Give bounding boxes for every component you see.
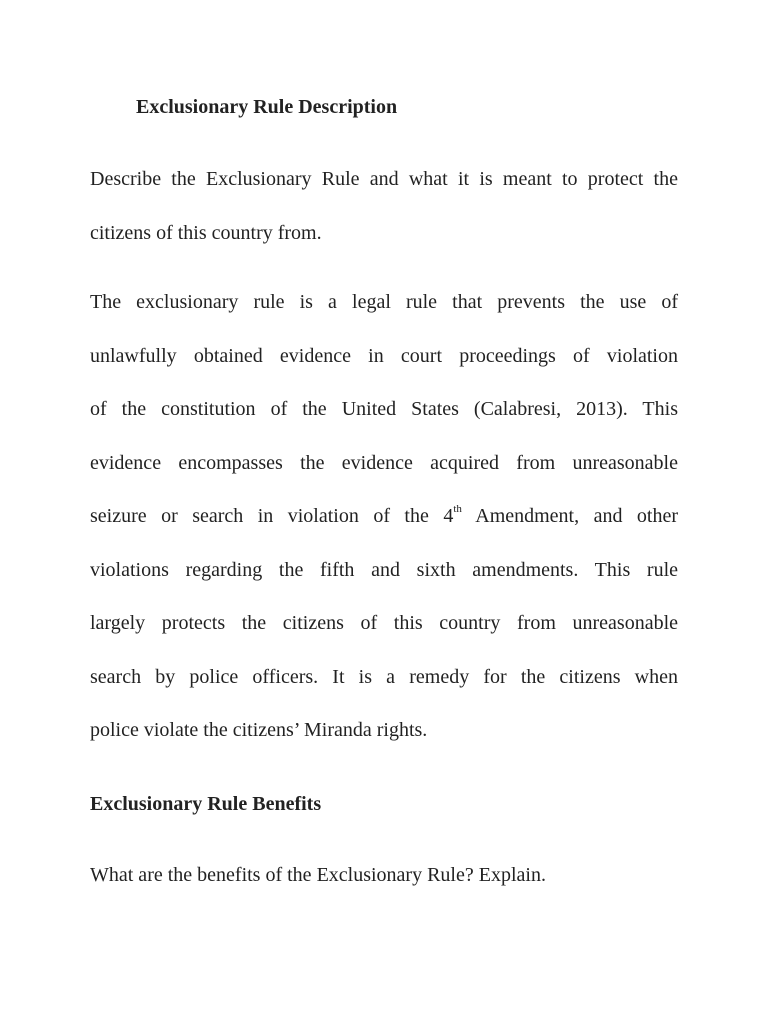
answer-paragraph [90, 276, 678, 758]
answer-line: unlawfully obtained evidence in court proceedings of violation [90, 344, 678, 367]
answer-line: search by police officers. It is a remedy for the citizens when [90, 665, 678, 688]
answer-line: The exclusionary rule is a legal rule that prevents the use of [90, 291, 678, 313]
question-description: Describe the Exclusionary Rule and what it is meant to protect the citizens of this country from. [90, 168, 678, 244]
answer-line-amendment [90, 490, 678, 544]
answer-line: evidence encompasses the evidence acquired from unreasonable [90, 451, 678, 474]
answer-line: violations regarding the fifth and sixth amendments. This rule [90, 558, 678, 581]
section-heading-benefits: Exclusionary Rule Benefits [90, 793, 322, 815]
answer-line: largely protects the citizens of this country from unreasonable [90, 612, 678, 634]
answer-line: police violate the citizens’ Miranda rights. [90, 719, 428, 741]
amendment-text-after: Amendment, and other [461, 505, 678, 527]
section-heading-description: Exclusionary Rule Description [136, 96, 398, 118]
answer-line: of the constitution of the United States (Calabresi, 2013). This [90, 398, 678, 420]
question-benefits: What are the benefits of the Exclusionary Rule? Explain. [90, 864, 546, 886]
amendment-text-before: seizure or search in violation of the 4 [90, 505, 454, 527]
ordinal-superscript: th [453, 503, 462, 516]
